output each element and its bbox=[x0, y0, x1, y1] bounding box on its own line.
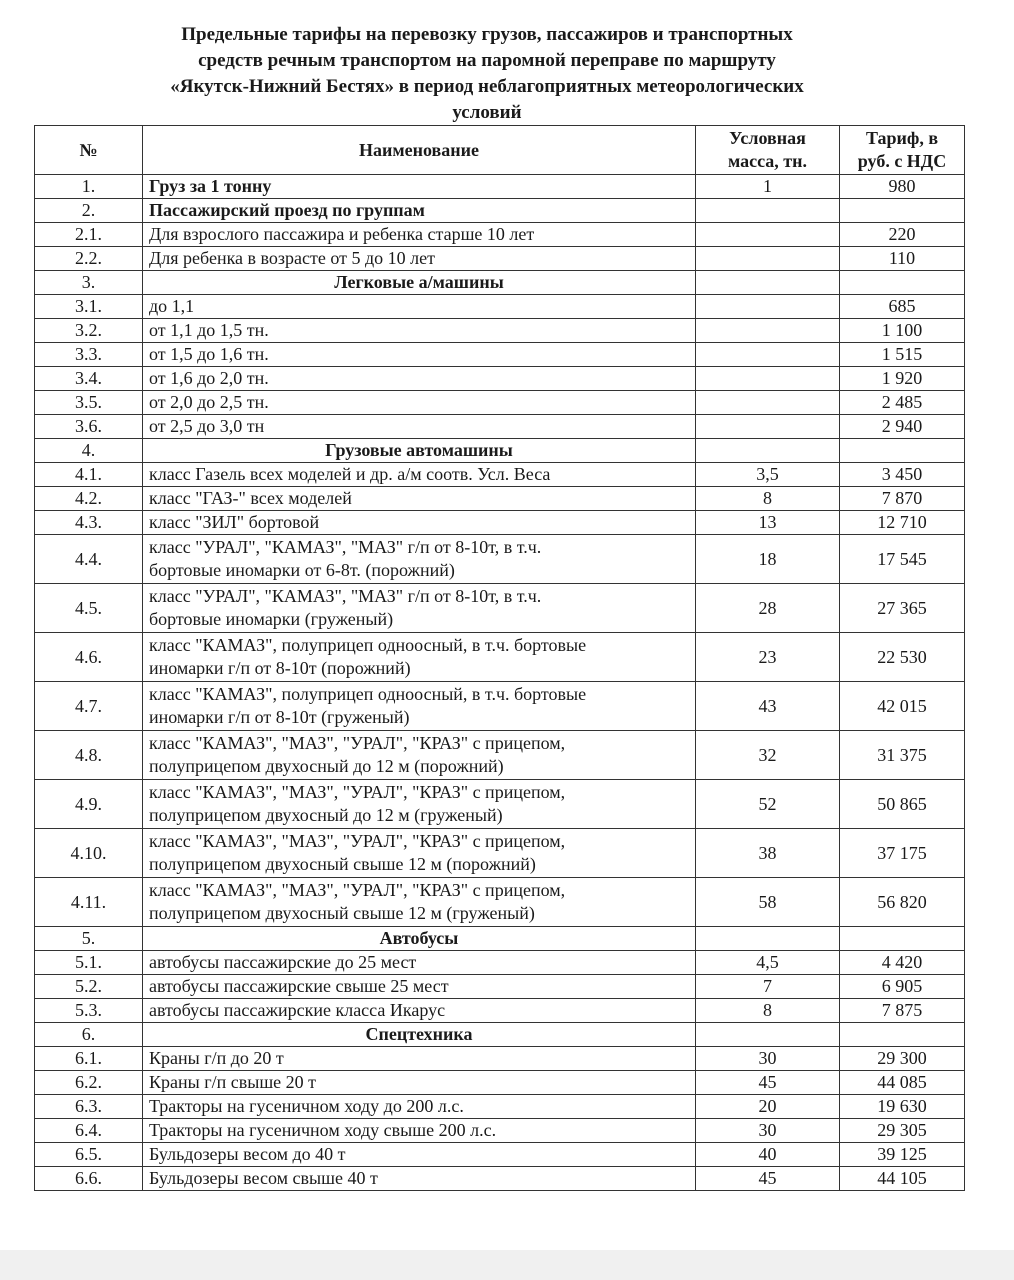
row-name-line: полуприцепом двухосный свыше 12 м (груженый) bbox=[149, 903, 535, 923]
row-price: 685 bbox=[840, 295, 965, 319]
table-row bbox=[35, 1023, 965, 1047]
row-name-line: бортовые иномарки (груженый) bbox=[149, 609, 394, 629]
row-price: 17 545 bbox=[840, 535, 965, 584]
row-mass bbox=[696, 343, 840, 367]
row-mass: 28 bbox=[696, 584, 840, 633]
table-row bbox=[35, 633, 965, 682]
row-price: 7 870 bbox=[840, 487, 965, 511]
row-name: Бульдозеры весом до 40 т bbox=[143, 1143, 696, 1167]
row-name: от 2,5 до 3,0 тн bbox=[143, 415, 696, 439]
row-price: 2 485 bbox=[840, 391, 965, 415]
table-row bbox=[35, 1047, 965, 1071]
row-mass: 3,5 bbox=[696, 463, 840, 487]
row-name-line: класс "КАМАЗ", "МАЗ", "УРАЛ", "КРАЗ" с прицепом, bbox=[149, 733, 566, 753]
row-mass: 23 bbox=[696, 633, 840, 682]
row-name: Легковые а/машины bbox=[143, 271, 696, 295]
title-line: «Якутск-Нижний Бестях» в период неблагоприятных метеорологических bbox=[170, 76, 804, 97]
row-mass bbox=[696, 223, 840, 247]
row-price: 50 865 bbox=[840, 780, 965, 829]
row-price: 1 100 bbox=[840, 319, 965, 343]
row-number: 6.3. bbox=[35, 1095, 143, 1119]
row-number: 4.1. bbox=[35, 463, 143, 487]
row-mass: 1 bbox=[696, 175, 840, 199]
row-mass: 7 bbox=[696, 975, 840, 999]
row-name-line: класс "КАМАЗ", "МАЗ", "УРАЛ", "КРАЗ" с прицепом, bbox=[149, 782, 566, 802]
table-row bbox=[35, 584, 965, 633]
row-mass: 52 bbox=[696, 780, 840, 829]
row-price: 31 375 bbox=[840, 731, 965, 780]
header-mass-line: Условная bbox=[729, 128, 806, 148]
row-mass bbox=[696, 199, 840, 223]
row-number: 5.3. bbox=[35, 999, 143, 1023]
row-name: Для взрослого пассажира и ребенка старше 10 лет bbox=[143, 223, 696, 247]
table-row bbox=[35, 511, 965, 535]
row-name bbox=[143, 878, 696, 927]
row-mass bbox=[696, 1023, 840, 1047]
row-name-line: класс "КАМАЗ", "МАЗ", "УРАЛ", "КРАЗ" с прицепом, bbox=[149, 880, 566, 900]
table-row bbox=[35, 1071, 965, 1095]
table-row bbox=[35, 487, 965, 511]
row-number: 6.6. bbox=[35, 1167, 143, 1191]
row-name-line: бортовые иномарки от 6-8т. (порожний) bbox=[149, 560, 455, 580]
row-mass: 8 bbox=[696, 999, 840, 1023]
row-mass: 8 bbox=[696, 487, 840, 511]
row-name: класс "ЗИЛ" бортовой bbox=[143, 511, 696, 535]
table-row bbox=[35, 367, 965, 391]
row-number: 4.9. bbox=[35, 780, 143, 829]
row-number: 4. bbox=[35, 439, 143, 463]
table-row bbox=[35, 319, 965, 343]
table-row bbox=[35, 415, 965, 439]
row-name-line: полуприцепом двухосный свыше 12 м (порожний) bbox=[149, 854, 536, 874]
row-price: 19 630 bbox=[840, 1095, 965, 1119]
row-name bbox=[143, 584, 696, 633]
row-name: от 1,6 до 2,0 тн. bbox=[143, 367, 696, 391]
row-number: 4.2. bbox=[35, 487, 143, 511]
row-mass bbox=[696, 295, 840, 319]
row-name-line: полуприцепом двухосный до 12 м (груженый) bbox=[149, 805, 503, 825]
table-row bbox=[35, 391, 965, 415]
tariff-table bbox=[34, 125, 965, 1191]
row-name-line: иномарки г/п от 8-10т (порожний) bbox=[149, 658, 411, 678]
row-price bbox=[840, 927, 965, 951]
row-name bbox=[143, 535, 696, 584]
table-row bbox=[35, 731, 965, 780]
table-row bbox=[35, 271, 965, 295]
row-mass bbox=[696, 415, 840, 439]
row-number: 3.4. bbox=[35, 367, 143, 391]
header-name: Наименование bbox=[143, 126, 696, 175]
row-name: Бульдозеры весом свыше 40 т bbox=[143, 1167, 696, 1191]
row-number: 6.1. bbox=[35, 1047, 143, 1071]
row-number: 6.5. bbox=[35, 1143, 143, 1167]
row-name bbox=[143, 829, 696, 878]
row-number: 3.3. bbox=[35, 343, 143, 367]
row-name: от 1,1 до 1,5 тн. bbox=[143, 319, 696, 343]
row-mass: 4,5 bbox=[696, 951, 840, 975]
row-mass bbox=[696, 439, 840, 463]
row-price: 1 920 bbox=[840, 367, 965, 391]
header-mass-line: масса, тн. bbox=[727, 151, 808, 171]
row-name-line: класс "УРАЛ", "КАМАЗ", "МАЗ" г/п от 8-10т, в т.ч. bbox=[149, 537, 542, 557]
row-price: 980 bbox=[840, 175, 965, 199]
table-row bbox=[35, 439, 965, 463]
row-number: 1. bbox=[35, 175, 143, 199]
row-name: Груз за 1 тонну bbox=[143, 175, 696, 199]
table-row bbox=[35, 247, 965, 271]
table-row bbox=[35, 343, 965, 367]
row-price: 6 905 bbox=[840, 975, 965, 999]
row-number: 4.5. bbox=[35, 584, 143, 633]
table-row bbox=[35, 1119, 965, 1143]
row-name-line: иномарки г/п от 8-10т (груженый) bbox=[149, 707, 410, 727]
row-name: Грузовые автомашины bbox=[143, 439, 696, 463]
table-row bbox=[35, 951, 965, 975]
table-row bbox=[35, 1143, 965, 1167]
table-row bbox=[35, 780, 965, 829]
row-number: 6. bbox=[35, 1023, 143, 1047]
row-number: 4.6. bbox=[35, 633, 143, 682]
table-row bbox=[35, 1167, 965, 1191]
table-row bbox=[35, 295, 965, 319]
row-mass: 30 bbox=[696, 1047, 840, 1071]
row-name: класс "ГАЗ-" всех моделей bbox=[143, 487, 696, 511]
header-price-line: Тариф, в bbox=[865, 128, 939, 148]
row-number: 2. bbox=[35, 199, 143, 223]
row-number: 4.7. bbox=[35, 682, 143, 731]
row-price bbox=[840, 1023, 965, 1047]
row-mass: 13 bbox=[696, 511, 840, 535]
table-row bbox=[35, 223, 965, 247]
row-number: 4.4. bbox=[35, 535, 143, 584]
row-number: 2.1. bbox=[35, 223, 143, 247]
row-number: 5.2. bbox=[35, 975, 143, 999]
row-number: 3.5. bbox=[35, 391, 143, 415]
table-row bbox=[35, 175, 965, 199]
row-mass bbox=[696, 367, 840, 391]
table-header-row bbox=[35, 126, 965, 175]
row-mass: 43 bbox=[696, 682, 840, 731]
row-name bbox=[143, 780, 696, 829]
row-number: 5. bbox=[35, 927, 143, 951]
row-name bbox=[143, 633, 696, 682]
row-price: 7 875 bbox=[840, 999, 965, 1023]
row-mass: 32 bbox=[696, 731, 840, 780]
document-title bbox=[40, 22, 934, 126]
row-name-line: полуприцепом двухосный до 12 м (порожний) bbox=[149, 756, 504, 776]
table-row bbox=[35, 999, 965, 1023]
row-number: 6.2. bbox=[35, 1071, 143, 1095]
row-price: 4 420 bbox=[840, 951, 965, 975]
header-price-line: руб. с НДС bbox=[857, 151, 947, 171]
row-mass bbox=[696, 391, 840, 415]
title-line: средств речным транспортом на паромной переправе по маршруту bbox=[198, 50, 776, 71]
row-name-line: класс "КАМАЗ", полуприцеп одноосный, в т.ч. бортовые bbox=[149, 684, 587, 704]
row-name: Для ребенка в возрасте от 5 до 10 лет bbox=[143, 247, 696, 271]
table-row bbox=[35, 682, 965, 731]
row-price: 27 365 bbox=[840, 584, 965, 633]
table-row bbox=[35, 199, 965, 223]
row-name: Краны г/п свыше 20 т bbox=[143, 1071, 696, 1095]
row-mass: 40 bbox=[696, 1143, 840, 1167]
row-price: 29 300 bbox=[840, 1047, 965, 1071]
row-name bbox=[143, 731, 696, 780]
row-name: Пассажирский проезд по группам bbox=[143, 199, 696, 223]
table-row bbox=[35, 1095, 965, 1119]
row-number: 3. bbox=[35, 271, 143, 295]
row-mass bbox=[696, 927, 840, 951]
table-body bbox=[35, 175, 965, 1191]
row-number: 2.2. bbox=[35, 247, 143, 271]
row-number: 4.11. bbox=[35, 878, 143, 927]
row-number: 4.10. bbox=[35, 829, 143, 878]
row-mass bbox=[696, 247, 840, 271]
row-name bbox=[143, 682, 696, 731]
row-name: до 1,1 bbox=[143, 295, 696, 319]
title-line: условий bbox=[452, 102, 522, 123]
table-row bbox=[35, 829, 965, 878]
row-price: 22 530 bbox=[840, 633, 965, 682]
row-mass: 18 bbox=[696, 535, 840, 584]
row-mass: 38 bbox=[696, 829, 840, 878]
row-price: 37 175 bbox=[840, 829, 965, 878]
row-name: Тракторы на гусеничном ходу свыше 200 л.с. bbox=[143, 1119, 696, 1143]
row-name: Краны г/п до 20 т bbox=[143, 1047, 696, 1071]
row-price: 2 940 bbox=[840, 415, 965, 439]
row-price: 1 515 bbox=[840, 343, 965, 367]
row-price: 3 450 bbox=[840, 463, 965, 487]
row-mass bbox=[696, 319, 840, 343]
row-name: автобусы пассажирские до 25 мест bbox=[143, 951, 696, 975]
row-number: 6.4. bbox=[35, 1119, 143, 1143]
header-mass bbox=[696, 126, 840, 175]
row-number: 3.2. bbox=[35, 319, 143, 343]
row-price: 12 710 bbox=[840, 511, 965, 535]
row-name: автобусы пассажирские класса Икарус bbox=[143, 999, 696, 1023]
row-name: от 2,0 до 2,5 тн. bbox=[143, 391, 696, 415]
row-price: 44 105 bbox=[840, 1167, 965, 1191]
row-price: 39 125 bbox=[840, 1143, 965, 1167]
row-number: 3.6. bbox=[35, 415, 143, 439]
title-line: Предельные тарифы на перевозку грузов, пассажиров и транспортных bbox=[181, 24, 793, 45]
row-mass bbox=[696, 271, 840, 295]
row-name-line: класс "КАМАЗ", "МАЗ", "УРАЛ", "КРАЗ" с прицепом, bbox=[149, 831, 566, 851]
row-price: 42 015 bbox=[840, 682, 965, 731]
row-mass: 45 bbox=[696, 1167, 840, 1191]
row-price: 56 820 bbox=[840, 878, 965, 927]
table-row bbox=[35, 463, 965, 487]
row-mass: 30 bbox=[696, 1119, 840, 1143]
table-row bbox=[35, 535, 965, 584]
row-price: 29 305 bbox=[840, 1119, 965, 1143]
row-price: 44 085 bbox=[840, 1071, 965, 1095]
row-price bbox=[840, 439, 965, 463]
row-name: Тракторы на гусеничном ходу до 200 л.с. bbox=[143, 1095, 696, 1119]
header-number: № bbox=[35, 126, 143, 175]
table-row bbox=[35, 878, 965, 927]
row-name: автобусы пассажирские свыше 25 мест bbox=[143, 975, 696, 999]
table-row bbox=[35, 975, 965, 999]
row-number: 3.1. bbox=[35, 295, 143, 319]
row-price: 110 bbox=[840, 247, 965, 271]
row-name: от 1,5 до 1,6 тн. bbox=[143, 343, 696, 367]
row-price: 220 bbox=[840, 223, 965, 247]
row-mass: 20 bbox=[696, 1095, 840, 1119]
row-price bbox=[840, 271, 965, 295]
row-number: 4.3. bbox=[35, 511, 143, 535]
table-row bbox=[35, 927, 965, 951]
header-price bbox=[840, 126, 965, 175]
row-number: 4.8. bbox=[35, 731, 143, 780]
row-name: класс Газель всех моделей и др. а/м соотв. Усл. Веса bbox=[143, 463, 696, 487]
row-number: 5.1. bbox=[35, 951, 143, 975]
row-name-line: класс "УРАЛ", "КАМАЗ", "МАЗ" г/п от 8-10т, в т.ч. bbox=[149, 586, 542, 606]
row-price bbox=[840, 199, 965, 223]
row-name-line: класс "КАМАЗ", полуприцеп одноосный, в т.ч. бортовые bbox=[149, 635, 587, 655]
row-name: Автобусы bbox=[143, 927, 696, 951]
row-mass: 58 bbox=[696, 878, 840, 927]
row-name: Спецтехника bbox=[143, 1023, 696, 1047]
row-mass: 45 bbox=[696, 1071, 840, 1095]
